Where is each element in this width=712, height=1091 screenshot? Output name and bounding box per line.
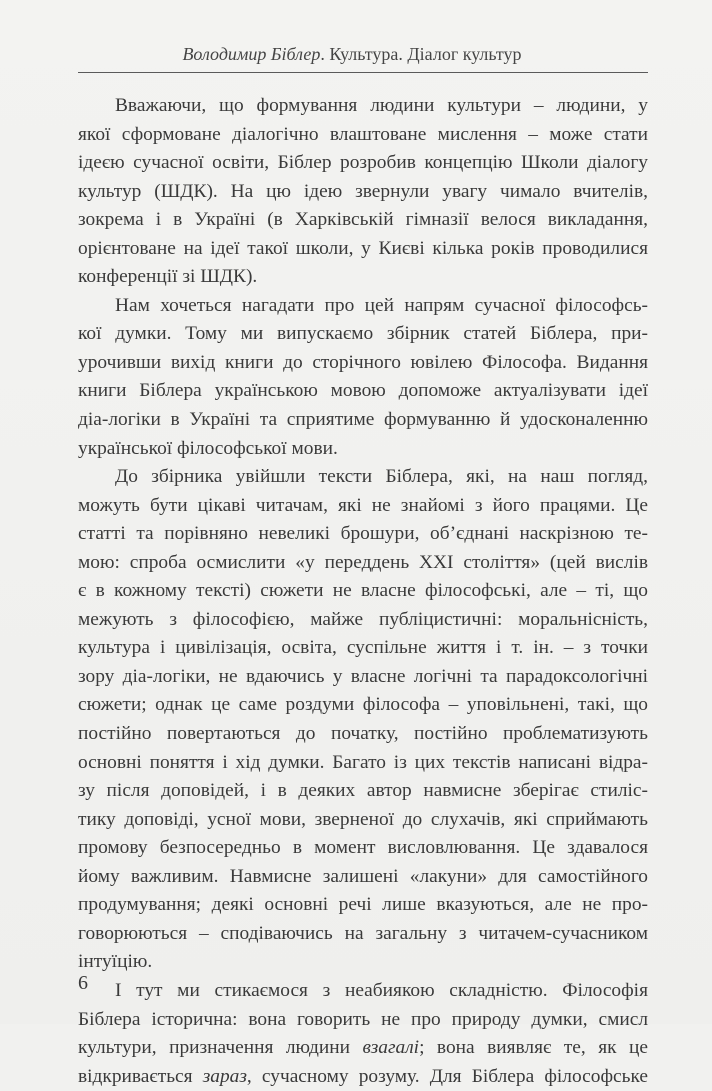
text-line: ідеєю сучасної освіти, Біблер розробив концепцію Школи діалогу	[78, 152, 648, 174]
text-line: І тут ми стикаємося з неабиякою складністю. Філософія	[115, 979, 648, 1001]
text-line: інтуїцію.	[78, 951, 153, 973]
text-line: Біблера історична: вона говорить не про природу думки, смисл	[78, 1008, 648, 1030]
text-line: тику доповіді, усної мови, зверненої до слухачів, які сприймають	[78, 808, 648, 830]
paragraph	[78, 92, 648, 292]
text-line	[78, 1034, 648, 1063]
text-line: зокрема і в Україні (в Харківській гімназії велося викладання,	[78, 209, 648, 231]
text-line: є в кожному тексті) сюжети не власне філософські, але – ті, що	[78, 580, 648, 602]
text-line: статті та порівняно невеликі брошури, об’єднані наскрізною те-	[78, 523, 648, 545]
text-line: постійно повертаються до початку, постійно проблематизують	[78, 723, 648, 745]
text-line: Вважаючи, що формування людини культури – людини, у	[115, 95, 648, 116]
paragraph	[78, 463, 648, 977]
text-line	[78, 1063, 648, 1091]
body-text	[78, 92, 648, 1091]
emphasis-text: зараз	[202, 1065, 247, 1087]
text-line: говорюються – сподіваючись на загальну з читачем-сучасником	[78, 922, 648, 944]
text-line: До збірника увійшли тексти Біблера, які, на наш погляд,	[115, 466, 648, 488]
text-line: зору діа-логіки, не вдаючись у власне логічні та парадоксологічні	[78, 665, 648, 687]
text-line: можуть бути цікаві читачам, які не знайомі з його працями. Це	[78, 494, 648, 516]
text-line: культур (ШДК). На цю ідею звернули увагу чимало вчителів,	[78, 180, 648, 202]
emphasis-text: взагалі	[362, 1037, 420, 1059]
text-line: мою: спроба осмислити «у переддень XXI століття» (цей вислів	[78, 551, 648, 573]
paragraph	[78, 292, 648, 463]
text-line: йому важливим. Навмисне залишені «лакуни» для самостійного	[78, 865, 648, 887]
text-line: продумування; деякі основні речі лише вказуються, але не про-	[78, 894, 648, 916]
text-run: культури, призначення людини	[78, 1037, 363, 1059]
text-line: промову безпосередньо в момент висловлювання. Це здавалося	[78, 837, 648, 859]
running-head-title: . Культура. Діалог культур	[320, 44, 522, 64]
running-head-author: Володимир Біблер	[182, 44, 321, 64]
text-line: української філософської мови.	[78, 437, 338, 459]
text-line: основні поняття і хід думки. Багато із цих текстів написані відра-	[78, 751, 648, 773]
header-rule	[78, 72, 648, 73]
text-line: орієнтоване на ідеї такої школи, у Києві кілька років проводилися	[78, 237, 648, 259]
text-line: кої думки. Тому ми випускаємо збірник статей Біблера, при-	[78, 323, 648, 345]
text-line: культура і цивілізація, освіта, суспільне життя і т. ін. – з точки	[78, 637, 648, 659]
text-line: Нам хочеться нагадати про цей напрям сучасної філософсь-	[115, 294, 648, 316]
text-line: діа-логіки в Україні та сприятиме формуванню й удосконаленню	[78, 409, 648, 431]
text-line: межують з філософією, майже публіцистичні: моральнісність,	[78, 608, 648, 630]
text-line: якої сформоване діалогічно влаштоване мислення – може стати	[78, 123, 648, 145]
text-run: ; вона виявляє те, як це	[419, 1037, 648, 1059]
text-line: зу після доповідей, і в деяких автор навмисне зберігає стиліс-	[78, 780, 648, 802]
text-line: книги Біблера українською мовою допоможе актуалізувати ідеї	[78, 380, 648, 402]
text-run: , сучасному розуму. Для Біблера філософське	[246, 1065, 648, 1087]
text-run: відкривається	[78, 1065, 203, 1087]
page-number: 6	[78, 972, 88, 994]
running-head	[78, 44, 626, 65]
text-line: урочивши вихід книги до сторічного ювілею Філософа. Видання	[78, 351, 648, 373]
text-line: сюжети; однак це саме роздуми філософа – уповільнені, такі, що	[78, 694, 648, 716]
paragraph	[78, 977, 648, 1091]
text-line: конференції зі ШДК).	[78, 266, 258, 288]
